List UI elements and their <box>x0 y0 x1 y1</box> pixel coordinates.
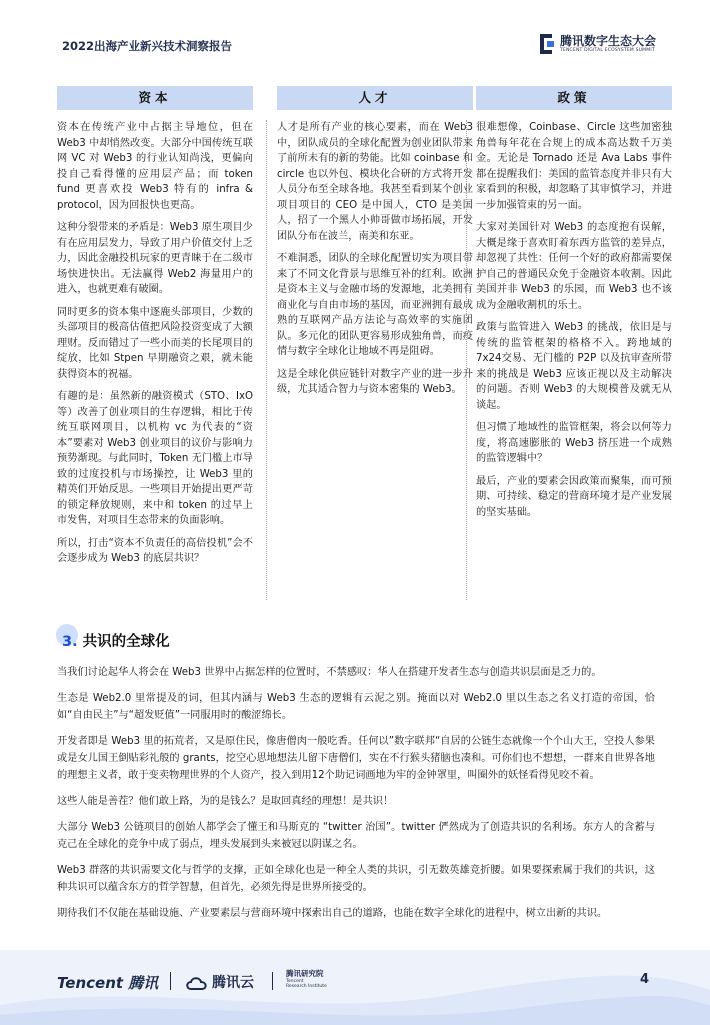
paragraph: 当我们讨论起华人将会在 Web3 世界中占据怎样的位置时，不禁感叹：华人在搭建开发者生态与创造共识层面是乏力的。 <box>57 667 602 678</box>
paragraph: Web3 群落的共识需要文化与哲学的支撑，正如全球化也是一种全人类的共识，引无数英雄竞折腰。如果要探索属于我们的共识，这种共识可以蕴含东方的哲学智慧，但首先，必须先得是世界所接受的。 <box>57 865 655 893</box>
section-number: 3. <box>62 634 78 650</box>
tencent-research-logo <box>286 968 327 989</box>
paragraph: 所以，打击“资本不负责任的高倍投机”会不会逐步成为 Web3 的底层共识？ <box>57 537 253 564</box>
footer-divider <box>272 972 273 990</box>
institute-sub-1: Tencent <box>286 979 304 984</box>
column-heading: 资本 <box>57 86 253 110</box>
paragraph: 但习惯了地域性的监管框架，将会以何等力度，将高速膨胀的 Web3 挤压进一个成熟的监管逻辑中？ <box>476 422 672 464</box>
page-number: 4 <box>640 972 650 987</box>
column-divider <box>266 120 267 600</box>
paragraph: 这种分裂带来的矛盾是：Web3 原生项目少有在应用层发力，导致了用户价值交付上乏力，因此金融投机玩家的更青睐于在二级市场快进快出。无法赢得 Web2 海量用户的进入，也就更难有破圈。 <box>57 222 253 295</box>
paragraph: 不难洞悉，团队的全球化配置切实为项目带来了不同文化背景与思维互补的红利。欧洲是资本主义与金融市场的发源地，北美拥有商业化与自由市场的基因，而亚洲拥有最成熟的互联网产品方法论与高效率的实施团队。多元化的团队更容易形成独角兽，而疫情与数字全球化让地域不再是阻碍。 <box>277 253 473 357</box>
summit-subtitle: TENCENT DIGITAL ECOSYSTEM SUMMIT <box>560 48 655 53</box>
summit-brand <box>538 32 658 60</box>
tencent-cloud-text: 腾讯云 <box>212 975 254 991</box>
paragraph: 这是全球化供应链针对数字产业的进一步升级，尤其适合智力与资本密集的 Web3。 <box>277 368 473 395</box>
section-title <box>62 630 170 651</box>
page-header <box>0 0 710 62</box>
tencent-cloud-logo <box>185 972 254 992</box>
footer-divider <box>170 972 171 990</box>
paragraph: 最后，产业的要素会因政策而聚集，而可预期、可持续、稳定的营商环境才是产业发展的坚实基础。 <box>476 475 672 518</box>
paragraph: 人才是所有产业的核心要素，而在 Web3 中，团队成员的全球化配置为创业团队带来了前所未有的新的势能。比如 coinbase 和 circle 也以外包、模块化合研的方式将开发人员分布至全球各地。我甚至看到某个创业项目项目的 CEO 是中国人，CTO 是美国人，招了一个黑人小帅哥做市场拓展，开发团队分布在波兰，南美和东亚。 <box>277 122 473 242</box>
tencent-logo: Tencent 腾讯 <box>57 974 159 992</box>
paragraph: 开发者即是 Web3 里的拓荒者，又是原住民，像唐僧肉一般吃香。任何以”数字联邦“自居的公链生态就像一个个山大王，空投人参果或是女儿国王倒贴彩礼般的 grants，挖空心思地想法儿留下唐僧们，实在不行猴头猪脑也凑和。可你们也不想想，一群来自世界各地的理想主义者，敢于变卖物理世界的个人资产，投入到用12个助记词画地为牢的金钟罩里，叫圈外的妖怪看得见咬不着。 <box>57 736 655 781</box>
paragraph: 生态是 Web2.0 里常提及的词，但其内涵与 Web3 生态的逻辑有云泥之别。掩面以对 Web2.0 里以生态之名义打造的帝国，恰如“自由民主”与“超发贬值”一同服用时的酸涩绵长。 <box>57 693 655 721</box>
paragraph: 资本在传统产业中占据主导地位，但在Web3 中却悄然改变。大部分中国传统互联网 VC 对 Web3 的行业认知尚浅，更偏向投自己看得懂的应用层产品；而 token fund 更喜欢投 Web3 特有的 infra & protocol，因为回报快也更高。 <box>57 122 253 211</box>
column-heading: 政策 <box>476 86 672 110</box>
institute-sub-2: Research Institute <box>286 984 327 989</box>
report-title: 2022出海产业新兴技术洞察报告 <box>62 39 233 53</box>
section-heading: 共识的全球化 <box>82 634 170 650</box>
column-capital <box>57 86 253 574</box>
paragraph: 期待我们不仅能在基础设施、产业要素层与营商环境中探索出自己的道路，也能在数字全球化的进程中，树立出新的共识。 <box>57 908 608 919</box>
paragraph: 同时更多的资本集中逐鹿头部项目，少数的头部项目的极高估值把风险投资变成了大额理财。反而错过了一些小而美的长尾项目的绽放，比如 Stpen 早期融资之艰，就未能获得资本的祝福。 <box>57 306 253 380</box>
institute-name: 腾讯研究院 <box>286 969 324 978</box>
column-talent <box>277 86 473 405</box>
summit-name: 腾讯数字生态大会 <box>560 34 657 48</box>
paragraph: 大部分 Web3 公链项目的创始人都学会了懂王和马斯克的 “twitter 治国”。twitter 俨然成为了创造共识的名利场。东方人的含蓄与克己在全球化的竞争中成了弱点，埋头发展到头来被冠以阴谋之名。 <box>57 822 655 850</box>
column-divider <box>466 120 467 600</box>
column-policy <box>476 86 672 527</box>
paragraph: 很难想像，Coinbase、Circle 这些加密独角兽每年花在合规上的成本高达数千万美金。无论是 Tornado 还是 Ava Labs 事件都在提醒我们：美国的监管态度并非只有大家看到的积极，却忽略了其审慎学习，并进一步加强管束的另一面。 <box>476 122 672 211</box>
paragraph: 这些人能是善茬？他们敢上路，为的是钱么？是取回真经的理想！是共识！ <box>57 796 394 807</box>
summit-logo-icon <box>538 32 556 56</box>
paragraph: 有趣的是：虽然新的融资模式（STO、IxO 等）改善了创业项目的生存逻辑，相比于传统互联网项目，以机构 vc 为代表的“资本”要素对 Web3 创业项目的议价与影响力预势渐现。与此同时，Token 无门槛上市导致的过度投机与市场操控，让 Web3 里的精英们开始反思。一些项目开始提出更严苛的锁定释放规则，来中和 token 的过早上市发售，对项目生态带来的负面影响。 <box>57 391 253 526</box>
paragraph: 大家对美国针对 Web3 的态度抱有误解，大概是缘于喜欢盯着东西方监管的差异点，却忽视了共性：任何一个好的政府都需要保护自己的普通民众免于金融资本收割。因此美国并非 Web3 的乐园，而 Web3 也不该成为金融收割机的乐土。 <box>476 222 672 311</box>
column-heading: 人才 <box>277 86 473 110</box>
paragraph: 政策与监管进入 Web3 的挑战，依旧是与传统的监管框架的格格不入。跨地域的 7x24交易、无门槛的 P2P 以及抗审查所带来的挑战是 Web3 应该正视以及主动解决的问题。否则 Web3 的大规模普及就无从谈起。 <box>476 322 672 411</box>
section-body <box>57 664 655 931</box>
cloud-icon <box>185 976 209 990</box>
